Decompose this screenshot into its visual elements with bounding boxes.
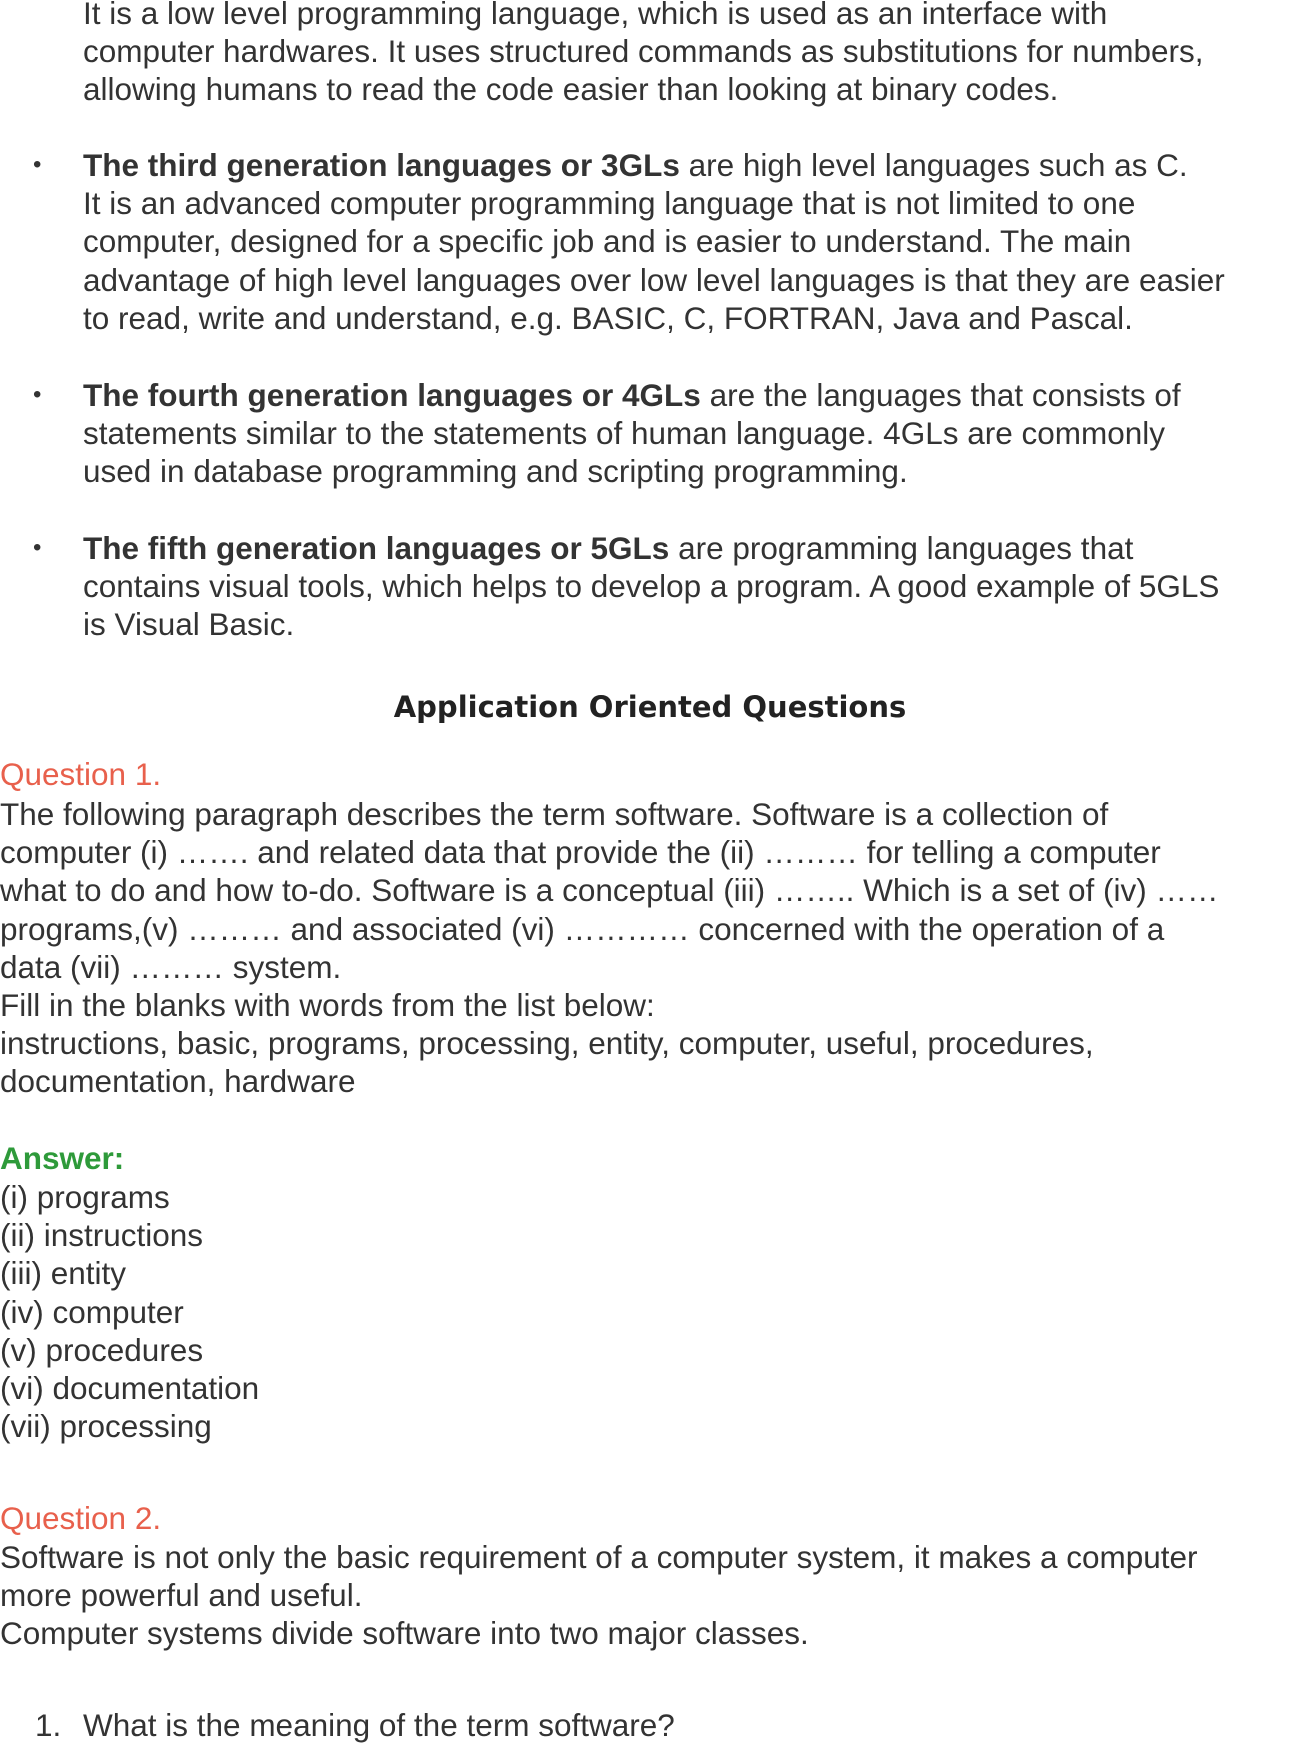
text-line: Software is not only the basic requirement of a computer system, it makes a computer (0, 1539, 1198, 1575)
text-line: documentation, hardware (0, 1063, 356, 1100)
text-line: data (vii) ……… system. (0, 948, 342, 985)
text-line: statements similar to the statements of human language. 4GLs are commonly (83, 415, 1166, 452)
text-line: computer, designed for a specific job and is easier to understand. The main (83, 223, 1132, 260)
text-line: more powerful and useful. (0, 1577, 363, 1614)
item-text: What is the meaning of the term software? (83, 1707, 675, 1743)
text-line: Fill in the blanks with words from the list below: (0, 986, 655, 1023)
answer-item: (ii) instructions (0, 1217, 204, 1254)
bullet-4gl (33, 376, 1181, 491)
bullet-icon: • (33, 381, 42, 408)
question-1-text (0, 795, 1219, 1101)
question-1-label: Question 1. (0, 756, 162, 792)
bullet-icon: • (33, 151, 42, 178)
text-line: computer (i) ……. and related data that provide the (ii) ……… for telling a computer (0, 834, 1161, 871)
text-line: is Visual Basic. (83, 606, 295, 643)
question-2-label: Question 2. (0, 1500, 162, 1536)
answer-list (0, 1178, 259, 1445)
text-line: to read, write and understand, e.g. BASIC, C, FORTRAN, Java and Pascal. (83, 299, 1133, 336)
answer-item: (vii) processing (0, 1408, 212, 1445)
text: are programming languages that (669, 530, 1134, 566)
bullet-3gl (33, 146, 1225, 337)
intro-paragraph (83, 0, 1203, 109)
bullet-term: The fifth generation languages or 5GLs (83, 530, 670, 566)
text-line: allowing humans to read the code easier than looking at binary codes. (83, 71, 1059, 108)
text-line: programs,(v) ……… and associated (vi) ………… concerned with the operation of a (0, 910, 1165, 947)
text-line: what to do and how to-do. Software is a conceptual (iii) …….. Which is a set of (iv) …… (0, 872, 1219, 909)
bullet-5gl (33, 529, 1220, 644)
answer-label: Answer: (0, 1140, 125, 1176)
text: are high level languages such as C. (679, 147, 1188, 183)
bullet-icon: • (33, 534, 42, 561)
answer-item: (iii) entity (0, 1255, 127, 1292)
answer-item: (vi) documentation (0, 1369, 260, 1406)
question-2-text (0, 1538, 1198, 1653)
text-line: instructions, basic, programs, processing, entity, computer, useful, procedures, (0, 1025, 1094, 1062)
section-heading: Application Oriented Questions (393, 690, 907, 724)
answer-item: (v) procedures (0, 1331, 204, 1368)
answer-item: (i) programs (0, 1179, 170, 1215)
text-line: The following paragraph describes the term software. Software is a collection of (0, 796, 1109, 832)
item-number: 1. (35, 1707, 62, 1743)
text-line: contains visual tools, which helps to develop a program. A good example of 5GLS (83, 568, 1220, 605)
text: are the languages that consists of (700, 377, 1181, 413)
numbered-item (35, 1706, 675, 1744)
text-line: It is an advanced computer programming language that is not limited to one (83, 185, 1136, 222)
text-line: advantage of high level languages over low level languages is that they are easier (83, 261, 1225, 298)
text-line: Computer systems divide software into two major classes. (0, 1615, 809, 1652)
bullet-term: The third generation languages or 3GLs (83, 147, 680, 183)
bullet-term: The fourth generation languages or 4GLs (83, 377, 701, 413)
text-line: computer hardwares. It uses structured commands as substitutions for numbers, (83, 33, 1204, 70)
answer-item: (iv) computer (0, 1293, 184, 1330)
text-line: used in database programming and scripting programming. (83, 453, 908, 490)
text-line: It is a low level programming language, which is used as an interface with (83, 0, 1108, 31)
